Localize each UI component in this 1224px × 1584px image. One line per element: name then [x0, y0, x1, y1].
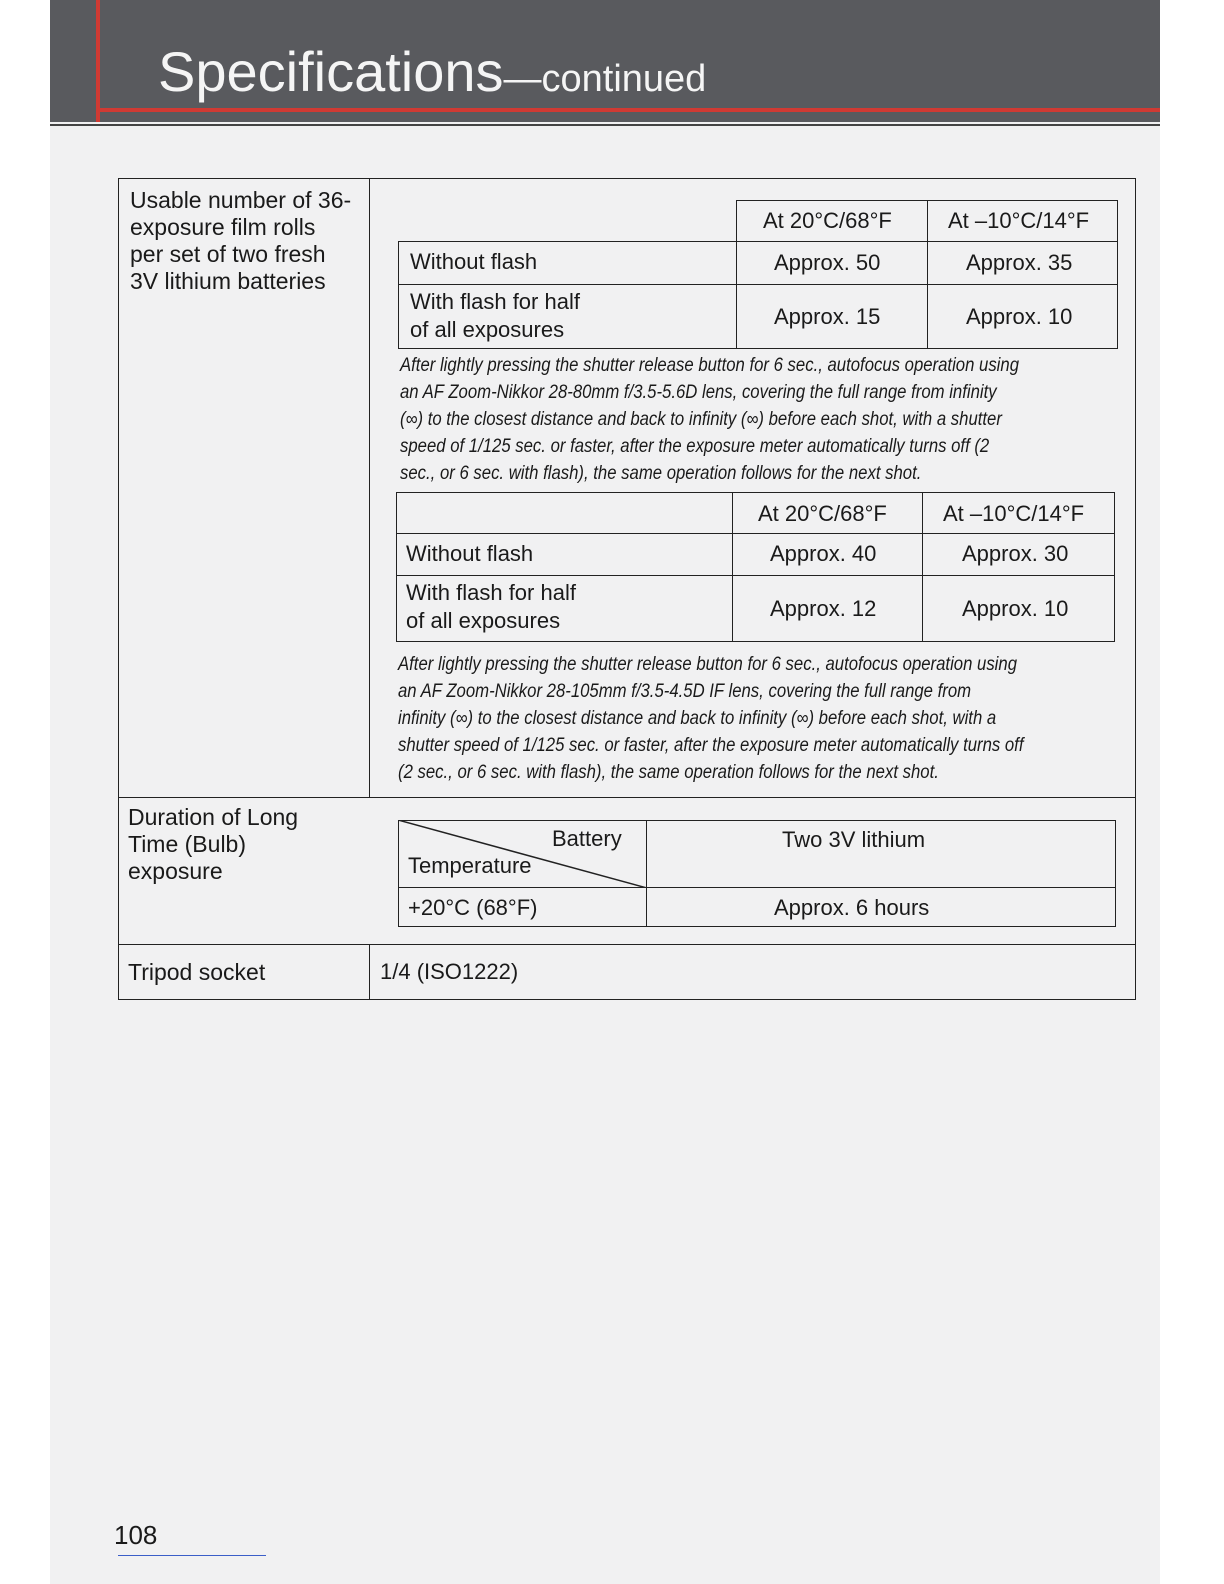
title-sub: —continued: [503, 58, 707, 100]
t1-row1-value-20c: Approx. 50: [774, 250, 881, 275]
t1-row2-value-minus10c: Approx. 10: [966, 304, 1073, 329]
header-band: [50, 0, 1160, 122]
note-1-line-4: speed of 1/125 sec. or faster, after the exposure meter automatically turns off (2: [400, 436, 990, 457]
bulb-label-3: exposure: [128, 858, 223, 884]
usable-rolls-label-4: 3V lithium batteries: [130, 268, 326, 294]
t2-row1-value-minus10c: Approx. 30: [962, 541, 1069, 566]
t1-header-20c: At 20°C/68°F: [763, 208, 892, 233]
t2-row2-value-minus10c: Approx. 10: [962, 596, 1069, 621]
t1-header-minus10c: At –10°C/14°F: [948, 208, 1090, 233]
note-2-line-3: infinity (∞) to the closest distance and back to infinity (∞) before each shot, with a: [398, 708, 997, 729]
red-accent-horizontal: [96, 108, 1160, 112]
note-1-line-5: sec., or 6 sec. with flash), the same operation follows for the next shot.: [400, 463, 922, 484]
usable-rolls-label-3: per set of two fresh: [130, 241, 326, 267]
note-1-line-3: (∞) to the closest distance and back to infinity (∞) before each shot, with a shutter: [400, 409, 1002, 430]
t1-row1-condition: Without flash: [410, 249, 538, 274]
usable-rolls-label-1: Usable number of 36-: [130, 187, 352, 213]
bulb-label-2: Time (Bulb): [128, 831, 246, 857]
t1-row1-value-minus10c: Approx. 35: [966, 250, 1073, 275]
note-2-line-4: shutter speed of 1/125 sec. or faster, after the exposure meter automatically turns off: [398, 735, 1024, 756]
t2-row1-value-20c: Approx. 40: [770, 541, 877, 566]
bulb-label-1: Duration of Long: [128, 804, 299, 830]
footer-rule: [118, 1555, 266, 1556]
bulb-temperature-value: +20°C (68°F): [408, 895, 538, 920]
t1-row2-value-20c: Approx. 15: [774, 304, 881, 329]
t1-row2-condition-1: With flash for half: [410, 289, 580, 314]
t2-header-minus10c: At –10°C/14°F: [943, 501, 1085, 526]
header-rule: [50, 124, 1160, 126]
red-accent-vertical: [96, 0, 100, 122]
note-2-line-1: After lightly pressing the shutter release button for 6 sec., autofocus operation using: [398, 654, 1018, 675]
t2-row2-condition-2: of all exposures: [406, 608, 561, 633]
t1-row2-condition-2: of all exposures: [410, 317, 565, 342]
title-main: Specifications: [158, 40, 504, 103]
bulb-corner-battery: Battery: [552, 826, 622, 851]
page-title: [158, 40, 706, 111]
t2-row2-condition-1: With flash for half: [406, 580, 576, 605]
note-1-line-2: an AF Zoom-Nikkor 28-80mm f/3.5-5.6D lens, covering the full range from infinity: [400, 382, 997, 403]
t2-row1-condition: Without flash: [406, 541, 534, 566]
note-1-line-1: After lightly pressing the shutter release button for 6 sec., autofocus operation using: [400, 355, 1020, 376]
bulb-duration-value: Approx. 6 hours: [774, 895, 930, 920]
bulb-battery-value: Two 3V lithium: [782, 827, 926, 852]
note-2-line-5: (2 sec., or 6 sec. with flash), the same operation follows for the next shot.: [398, 762, 939, 783]
tripod-value: 1/4 (ISO1222): [380, 959, 519, 984]
tripod-label: Tripod socket: [128, 959, 266, 985]
t2-row2-value-20c: Approx. 12: [770, 596, 877, 621]
usable-rolls-label-2: exposure film rolls: [130, 214, 316, 240]
page-number: 108: [114, 1520, 158, 1550]
t2-header-20c: At 20°C/68°F: [758, 501, 887, 526]
bulb-corner-temperature: Temperature: [408, 853, 532, 878]
note-2-line-2: an AF Zoom-Nikkor 28-105mm f/3.5-4.5D IF lens, covering the full range from: [398, 681, 972, 702]
